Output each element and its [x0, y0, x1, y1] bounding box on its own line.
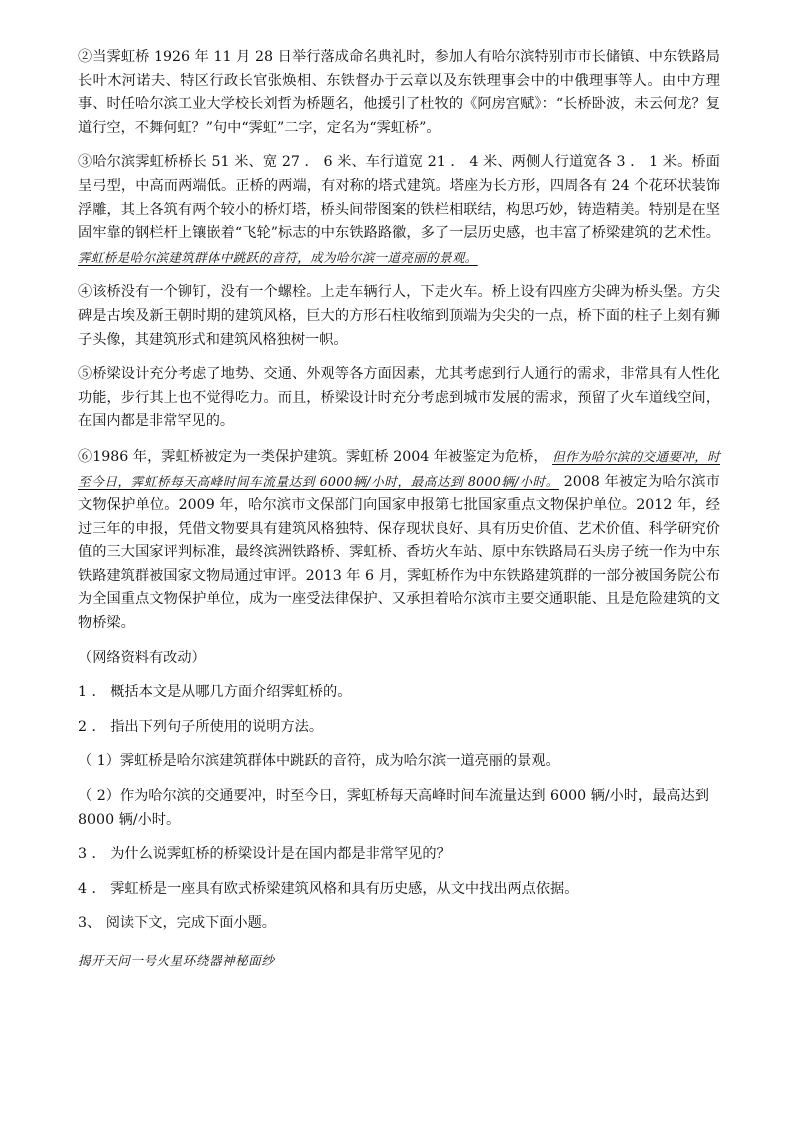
paragraph-6-text-before: ⑥1986 年，霁虹桥被定为一类保护建筑。霁虹桥 2004 年被鉴定为危桥，	[78, 448, 548, 465]
handwritten-sentence-2: 但作为哈尔滨的交通要冲，时至今日，霁虹桥每天高峰时间车流量达到 6000辆/小时，最高达到 8000辆/小时。	[78, 448, 721, 489]
paragraph-5: ⑤桥梁设计充分考虑了地势、交通、外观等各方面因素，尤其考虑到行人通行的需求，非常具有人性化功能，步行其上也不觉得吃力。而且，桥梁设计时充分考虑到城市发展的需求，预留了火车道线空间，在国内都是非常罕见的。	[78, 366, 720, 430]
question-2: 2 ． 指出下列句子所使用的说明方法。	[78, 718, 324, 735]
question-1: 1 ． 概括本文是从哪几方面介绍霁虹桥的。	[78, 684, 352, 701]
question-4: 4 ． 霁虹桥是一座具有欧式桥梁建筑风格和具有历史感，从文中找出两点依据。	[78, 880, 579, 897]
handwritten-sentence-1: 霁虹桥是哈尔滨建筑群体中跳跃的音符，成为哈尔滨一道亮丽的景观。	[78, 249, 478, 265]
question-3: 3 ． 为什么说霁虹桥的桥梁设计是在国内都是非常罕见的？	[78, 846, 451, 863]
question-2-sub-2: （ 2）作为哈尔滨的交通要冲，时至今日，霁虹桥每天高峰时间车流量达到 6000 辆/小时，最高达到 8000 辆/小时。	[78, 788, 709, 828]
next-article-title: 揭开天问一号火星环绕器神秘面纱	[78, 953, 275, 968]
section-3-instruction: 3、 阅读下文，完成下面小题。	[78, 915, 276, 932]
document-page	[78, 46, 720, 969]
paragraph-4: ④该桥没有一个铆钉，没有一个螺栓。上走车辆行人，下走火车。桥上设有四座方尖碑为桥头堡。方尖碑是古埃及新王朝时期的建筑风格，巨大的方形石柱收缩到顶端为尖尖的一点，桥下面的柱子上刻有狮子头像，其建筑形式和建筑风格独树一帜。	[78, 284, 720, 348]
paragraph-3-text: ③哈尔滨霁虹桥桥长 51 米、宽 27 ． 6 米、车行道宽 21 ． 4 米、两侧人行道宽各 3 ． 1 米。桥面呈弓型，中高而两端低。正桥的两端，有对称的塔式建筑。塔座为长方形，四周各有 24 个花环状装饰浮雕，其上各筑有两个较小的桥灯塔，桥头间带图案的铁栏相联结，构思巧妙，铸造精美。特别是在坚固牢靠的钢栏杆上镶嵌着“飞轮”标志的中东铁路路徽，多了一层历史感，也丰富了桥梁建筑的艺术性。	[78, 154, 720, 242]
paragraph-3	[78, 151, 720, 270]
question-2-sub-1: （ 1）霁虹桥是哈尔滨建筑群体中跳跃的音符，成为哈尔滨一道亮丽的景观。	[78, 753, 560, 770]
source-note: （网络资料有改动）	[78, 649, 206, 666]
paragraph-6-text-after: 2008 年被定为哈尔滨市文物保护单位。2009 年，哈尔滨市文保部门向国家申报第七批国家重点文物保护单位。2012 年，经过三年的申报，凭借文物要具有建筑风格独特、保存现状良好、具有历史价值、艺术价值、科学研究价值的三大国家评判标准，最终滨洲铁路桥、霁虹桥、香坊火车站、原中东铁路局石头房子统一作为中东铁路建筑群被国家文物局通过审评。2013 年 6 月，霁虹桥作为中东铁路建筑群的一部分被国务院公布为全国重点文物保护单位，成为一座受法律保护、又承担着哈尔滨市主要交通职能、且是危险建筑的文物桥梁。	[78, 473, 720, 632]
paragraph-6	[78, 445, 720, 636]
paragraph-2: ②当霁虹桥 1926 年 11 月 28 日举行落成命名典礼时，参加人有哈尔滨特别市市长储镇、中东铁路局长叶木河诺夫、特区行政长官张焕相、东铁督办于云章以及东铁理事会中的中俄理事等人。由中方理事、时任哈尔滨工业大学校长刘哲为桥题名，他援引了杜牧的《阿房宫赋》：“长桥卧波，未云何龙？复道行空，不舞何虹？”句中“霁虹”二字，定名为“霁虹桥”。	[78, 49, 720, 136]
